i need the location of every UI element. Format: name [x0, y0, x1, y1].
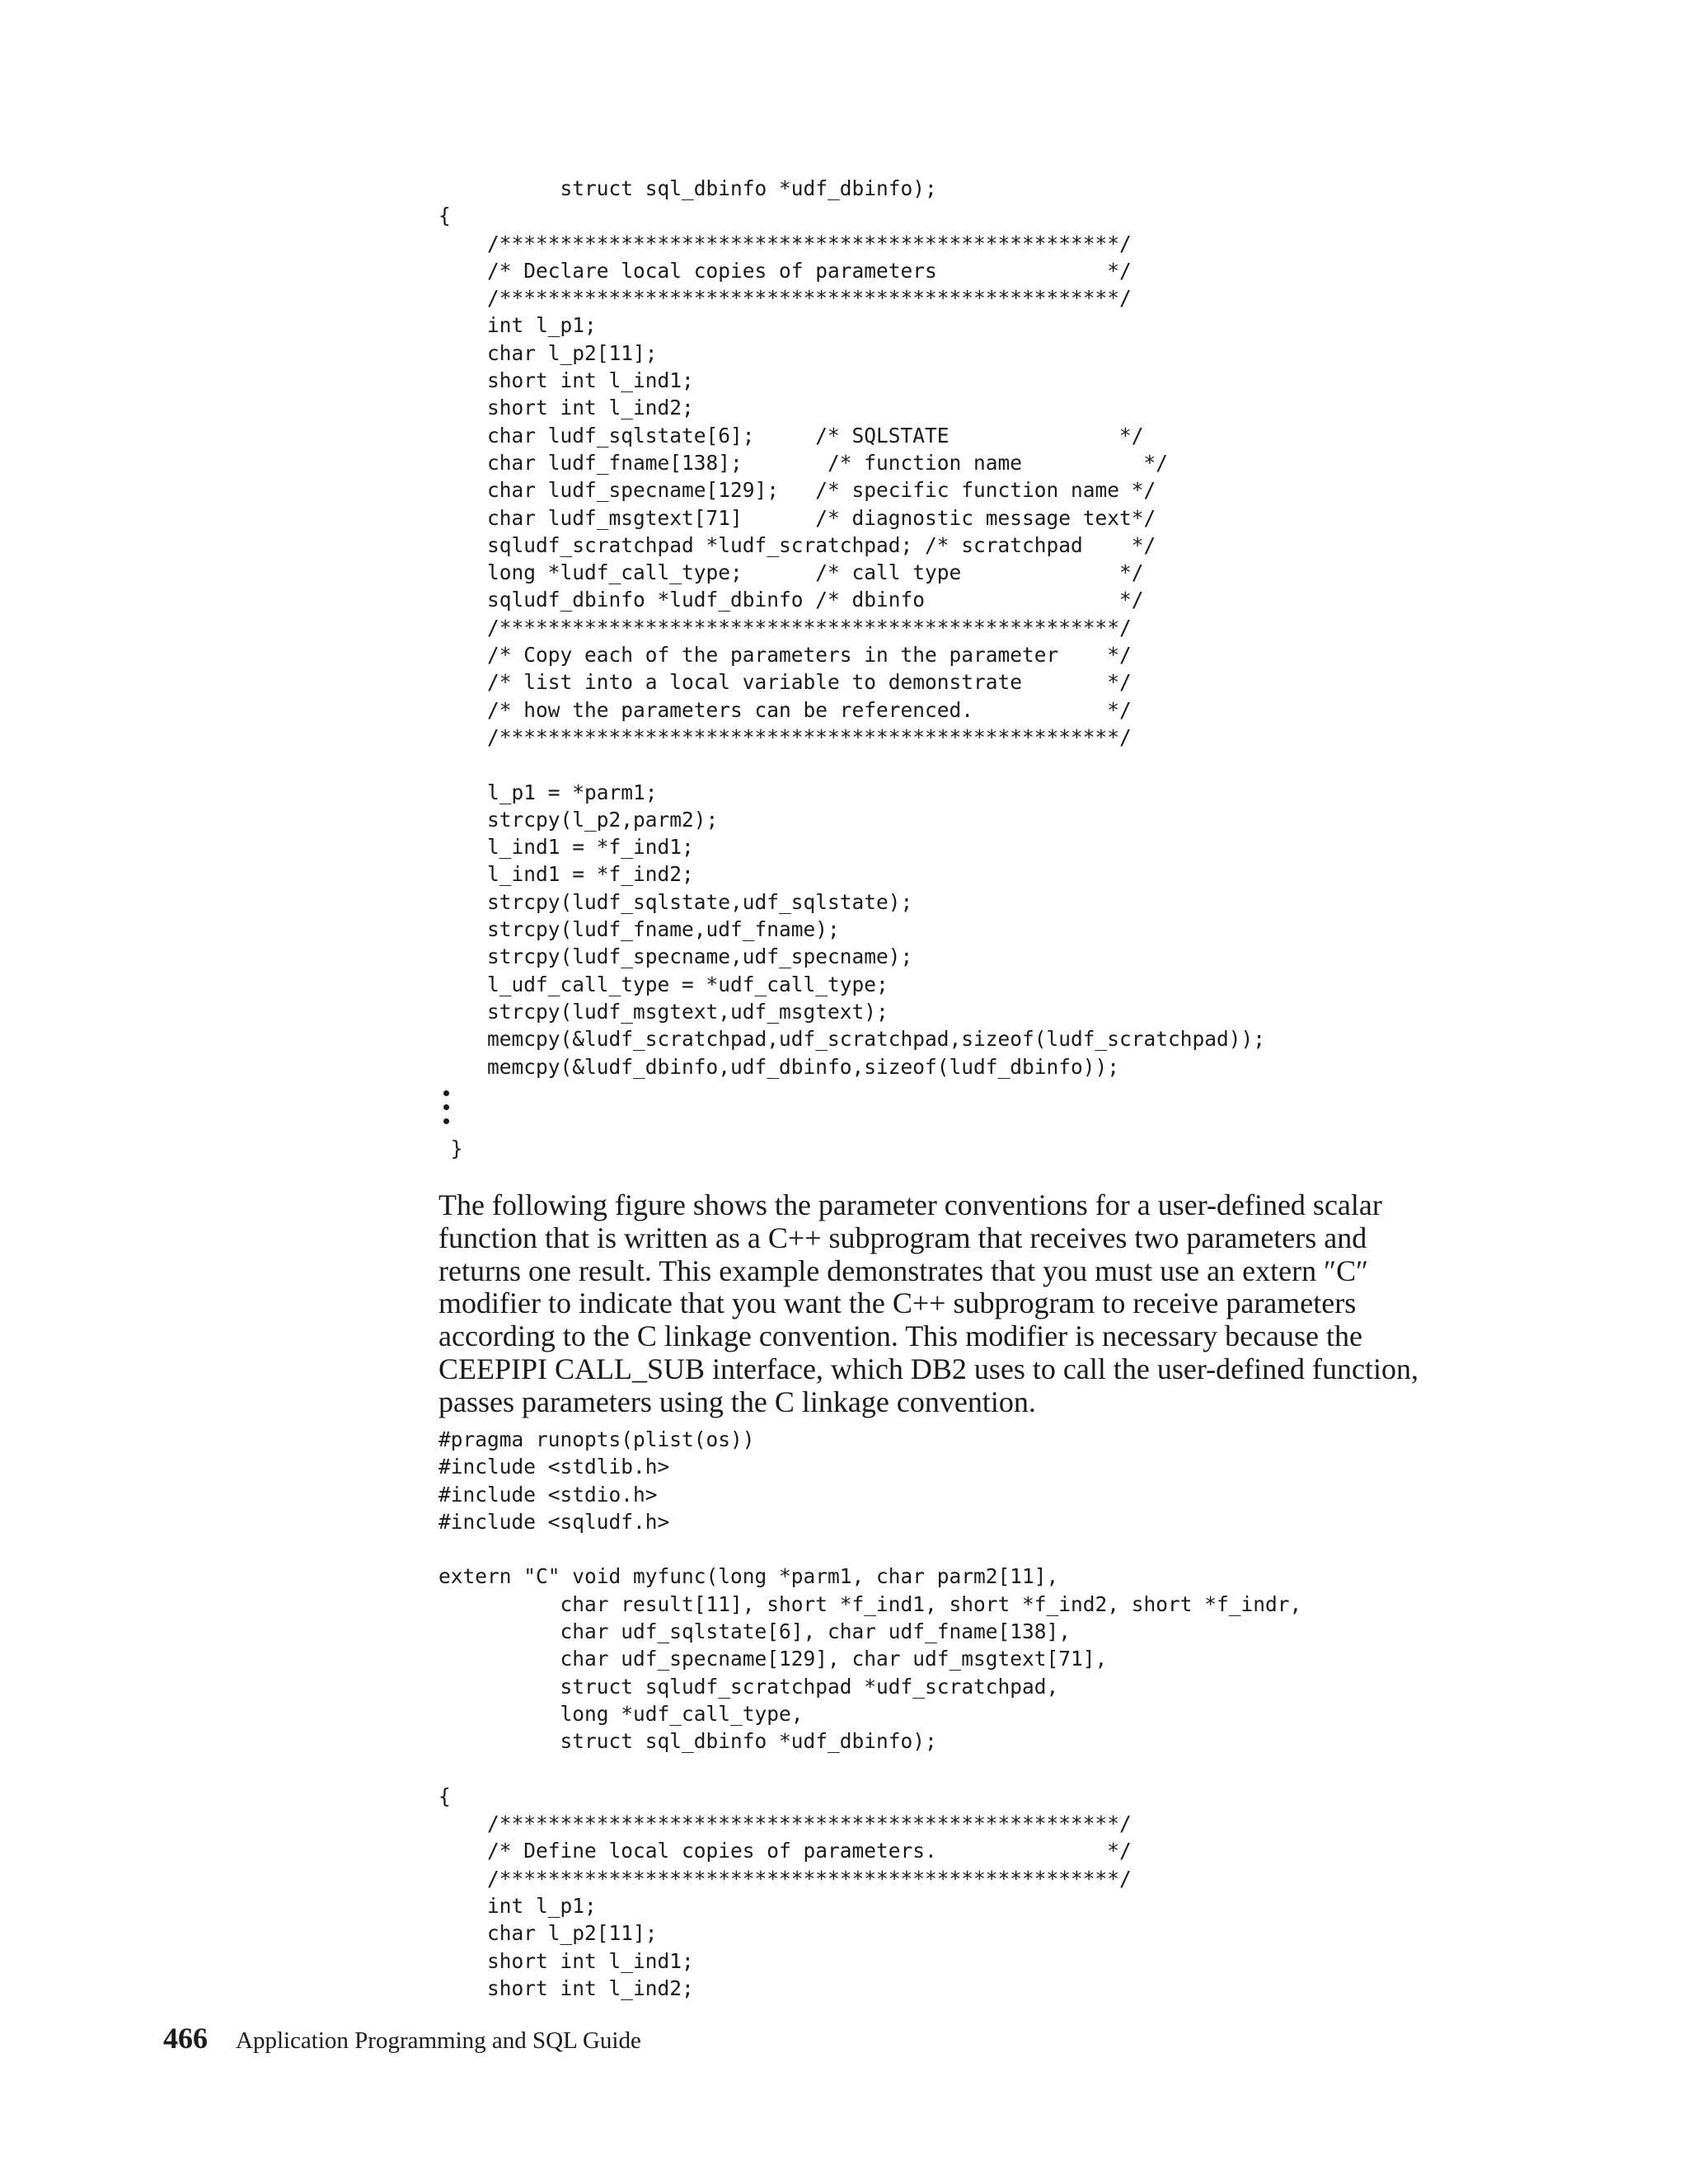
code-line: struct sqludf_scratchpad *udf_scratchpad, — [438, 1674, 1059, 1699]
code-line: /***************************************************/ — [438, 724, 1132, 749]
code-line: { — [438, 1783, 451, 1808]
code-line: struct sql_dbinfo *udf_dbinfo); — [438, 176, 937, 200]
code-line: memcpy(&ludf_scratchpad,udf_scratchpad,sizeof(ludf_scratchpad)); — [438, 1027, 1266, 1052]
code-line: /***************************************************/ — [438, 1811, 1132, 1836]
code-line — [438, 751, 1265, 778]
code-line: sqludf_scratchpad *ludf_scratchpad; /* scratchpad */ — [438, 532, 1156, 557]
code-line: strcpy(ludf_fname,udf_fname); — [438, 917, 840, 942]
code-line: } — [438, 1137, 463, 1161]
code-line: strcpy(l_p2,parm2); — [438, 807, 719, 832]
code-line: l_udf_call_type = *udf_call_type; — [438, 972, 889, 996]
code-line: #include <stdlib.h> — [438, 1455, 670, 1479]
code-line: char ludf_fname[138]; /* function name */ — [438, 450, 1169, 475]
code-line: /* Define local copies of parameters. */ — [438, 1839, 1132, 1863]
code-line — [438, 1108, 1265, 1135]
code-line: extern "C" void myfunc(long *parm1, char parm2[11], — [438, 1564, 1059, 1589]
code-line: l_ind1 = *f_ind2; — [438, 862, 694, 887]
code-line: char l_p2[11]; — [438, 340, 658, 365]
code-line: /***************************************************/ — [438, 1866, 1132, 1891]
code-line: #include <stdio.h> — [438, 1482, 658, 1507]
code-line: char udf_sqlstate[6], char udf_fname[138], — [438, 1619, 1071, 1644]
code-line: short int l_ind2; — [438, 1975, 694, 2000]
code-line: char ludf_msgtext[71] /* diagnostic message text*/ — [438, 505, 1156, 530]
code-line: #pragma runopts(plist(os)) — [438, 1427, 755, 1451]
code-line: /***************************************************/ — [438, 286, 1132, 311]
code-line: int l_p1; — [438, 313, 597, 338]
code-line: int l_p1; — [438, 1894, 597, 1919]
code-line: struct sql_dbinfo *udf_dbinfo); — [438, 1729, 937, 1754]
code-line: long *ludf_call_type; /* call type */ — [438, 560, 1144, 585]
code-line: sqludf_dbinfo *ludf_dbinfo /* dbinfo */ — [438, 588, 1144, 612]
code-line: char result[11], short *f_ind1, short *f_ind2, short *f_indr, — [438, 1591, 1302, 1616]
code-line: /* Declare local copies of parameters */ — [438, 258, 1132, 283]
book-title: Application Programming and SQL Guide — [236, 2027, 641, 2054]
code-line: /* Copy each of the parameters in the parameter */ — [438, 643, 1132, 668]
code-elision-marker — [443, 1090, 453, 1132]
page-number: 466 — [163, 2022, 208, 2055]
code-line: short int l_ind2; — [438, 396, 694, 420]
code-line: char udf_specname[129], char udf_msgtext[71], — [438, 1647, 1108, 1671]
code-line: strcpy(ludf_specname,udf_specname); — [438, 944, 913, 969]
page-footer — [163, 2021, 641, 2055]
code-line: char ludf_specname[129]; /* specific function name */ — [438, 478, 1156, 503]
body-paragraph: The following figure shows the parameter conventions for a user-defined scalar function that is written as a C++ subprogram that receives two parameters and returns one result. This example demonstrates that you must use an extern ″C″ modifier to indicate that you want the C++ subprogram to receive parameters according to the C linkage convention. This modifier is necessary because the CEEPIPI CALL_SUB interface, which DB2 uses to call the user-defined function, passes parameters using the C linkage convention. — [438, 1188, 1419, 1418]
code-line: l_ind1 = *f_ind1; — [438, 835, 694, 860]
code-line: strcpy(ludf_sqlstate,udf_sqlstate); — [438, 889, 913, 914]
code-line: short int l_ind1; — [438, 1948, 694, 1973]
code-line: /* list into a local variable to demonstrate */ — [438, 670, 1132, 695]
code-line: { — [438, 204, 451, 228]
code-line — [438, 1755, 1301, 1783]
code-line: long *udf_call_type, — [438, 1701, 804, 1726]
code-line: /***************************************************/ — [438, 231, 1132, 255]
code-line — [438, 1535, 1301, 1563]
code-line: strcpy(ludf_msgtext,udf_msgtext); — [438, 999, 889, 1024]
code-line — [438, 1080, 1265, 1108]
code-line: /***************************************************/ — [438, 615, 1132, 640]
code-line: /* how the parameters can be referenced. */ — [438, 697, 1132, 722]
code-listing-udf-cpp — [438, 1426, 1301, 2002]
code-line: char l_p2[11]; — [438, 1921, 658, 1946]
code-line: #include <sqludf.h> — [438, 1509, 670, 1534]
code-line: char ludf_sqlstate[6]; /* SQLSTATE */ — [438, 423, 1144, 448]
code-line: short int l_ind1; — [438, 368, 694, 393]
code-line: l_p1 = *parm1; — [438, 780, 658, 804]
code-listing-udf-c — [438, 175, 1265, 1163]
code-line: memcpy(&ludf_dbinfo,udf_dbinfo,sizeof(ludf_dbinfo)); — [438, 1054, 1120, 1079]
